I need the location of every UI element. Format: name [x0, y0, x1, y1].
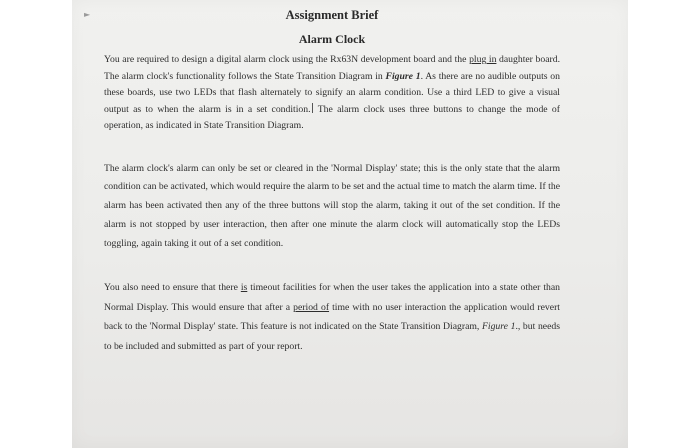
- plug-in-underlined: plug in: [469, 54, 497, 65]
- paragraph-3-text-b: timeout facilities for when the user takes the application into a state other than Normal Display. This would ensure that after a: [104, 282, 560, 313]
- paragraph-3-text-c: time with no user interaction the application would revert back to the 'Normal Display' state. This feature is not indicated on the State Transition Diagram,: [104, 301, 560, 333]
- paragraph-3-text-a: You also need to ensure that there: [104, 282, 241, 294]
- margin-arrow-icon: ►: [84, 10, 91, 19]
- paragraph-1-text-a: You are required to design a digital alarm clock using the Rx63N development board and the: [104, 54, 470, 65]
- paragraph-1-text-d: The alarm clock uses three buttons to change the mode of operation, as indicated in State Transition Diagram.: [104, 103, 560, 131]
- paragraph-timeout: [104, 278, 560, 356]
- paragraph-requirements: [104, 52, 560, 135]
- document-title: Assignment Brief: [285, 8, 379, 22]
- text-cursor-icon: [312, 103, 313, 113]
- paragraph-1-text-c: . As there are no audible outputs on these boards, use two LEDs that flash alternately to signify an alarm condition. Use a third LED to give a visual output as to when the alarm is in a set condition.: [104, 70, 560, 115]
- figure-reference: Figure 1: [385, 70, 421, 82]
- paragraph-1-text-b: daughter board. The alarm clock's functionality follows the State Transition Diagram in: [104, 54, 560, 82]
- document-subtitle: Alarm Clock: [298, 32, 366, 46]
- assignment-document: [104, 6, 560, 356]
- period-of-underlined: period of: [293, 301, 330, 313]
- paragraph-alarm-behaviour: The alarm clock's alarm can only be set or cleared in the 'Normal Display' state; this is the only state that the alarm condition can be activated, which would require the alarm to be set and the actual time to match the alarm time. If the alarm has been activated then any of the three buttons will stop the alarm, taking it out of the set condition. If the alarm is not stopped by user interaction, then after one minute the alarm clock will automatically stop the LEDs toggling, again taking it out of a set condition.: [104, 162, 560, 249]
- is-underlined: is: [240, 282, 248, 294]
- figure-reference-italic: Figure 1: [481, 321, 516, 333]
- paragraph-3-text-d: ., but needs to be included and submitted as part of your report.: [104, 321, 560, 352]
